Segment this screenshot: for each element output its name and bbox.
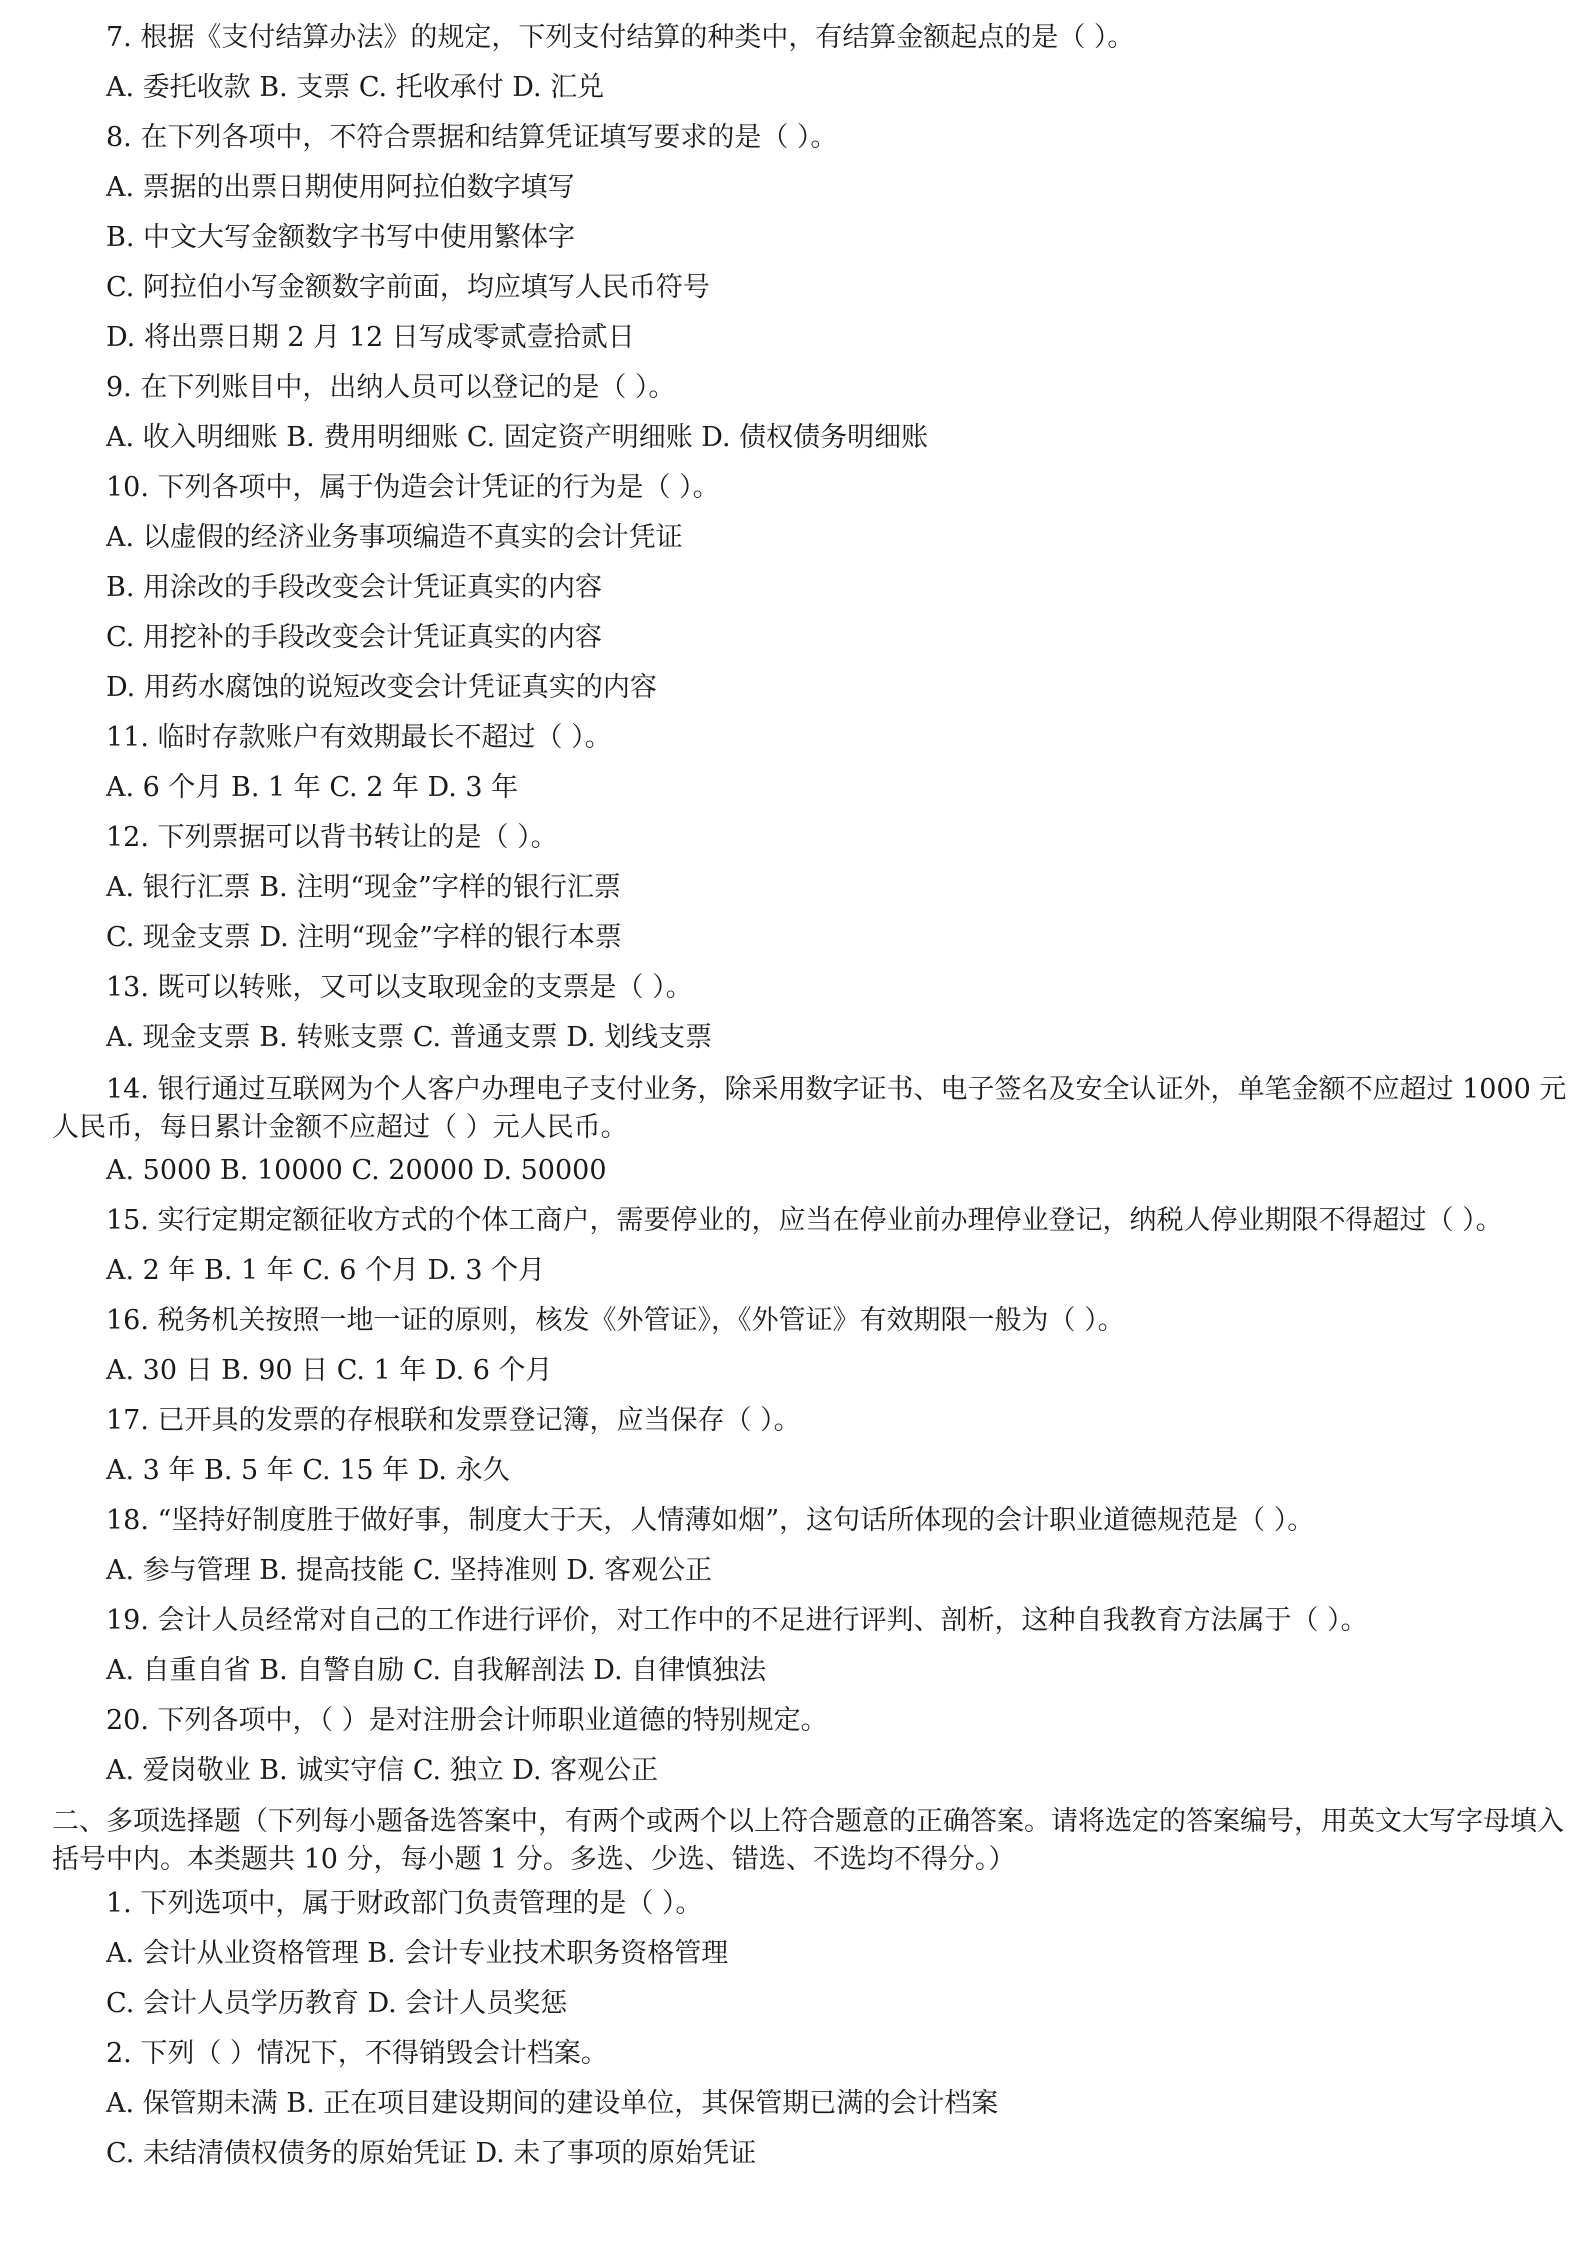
question-15-options: A. 2 年 B. 1 年 C. 6 个月 D. 3 个月 — [106, 1255, 546, 1286]
question-11-options: A. 6 个月 B. 1 年 C. 2 年 D. 3 年 — [106, 772, 519, 803]
question-20-options: A. 爱岗敬业 B. 诚实守信 C. 独立 D. 客观公正 — [106, 1755, 659, 1786]
question-12-options-cd: C. 现金支票 D. 注明“现金”字样的银行本票 — [106, 922, 622, 953]
question-7: 7. 根据《支付结算办法》的规定，下列支付结算的种类中，有结算金额起点的是（ ）。 — [106, 22, 1135, 53]
mc-question-1-options-ab: A. 会计从业资格管理 B. 会计专业技术职务资格管理 — [106, 1938, 729, 1969]
question-17: 17. 已开具的发票的存根联和发票登记簿，应当保存（ ）。 — [106, 1405, 801, 1436]
question-13: 13. 既可以转账，又可以支取现金的支票是（ ）。 — [106, 972, 693, 1003]
question-7-options: A. 委托收款 B. 支票 C. 托收承付 D. 汇兑 — [106, 72, 605, 103]
question-18: 18. “坚持好制度胜于做好事，制度大于天，人情薄如烟”，这句话所体现的会计职业道德规范是（ ）。 — [106, 1505, 1315, 1536]
question-19-options: A. 自重自省 B. 自警自励 C. 自我解剖法 D. 自律慎独法 — [106, 1655, 767, 1686]
question-9: 9. 在下列账目中，出纳人员可以登记的是（ ）。 — [106, 372, 676, 403]
question-18-options: A. 参与管理 B. 提高技能 C. 坚持准则 D. 客观公正 — [106, 1555, 713, 1586]
mc-question-2-options-ab: A. 保管期未满 B. 正在项目建设期间的建设单位，其保管期已满的会计档案 — [106, 2088, 999, 2119]
question-10-option-c: C. 用挖补的手段改变会计凭证真实的内容 — [106, 622, 602, 653]
question-17-options: A. 3 年 B. 5 年 C. 15 年 D. 永久 — [106, 1455, 510, 1486]
mc-question-1: 1. 下列选项中，属于财政部门负责管理的是（ ）。 — [106, 1888, 703, 1919]
question-20: 20. 下列各项中，（ ）是对注册会计师职业道德的特别规定。 — [106, 1705, 828, 1736]
question-19: 19. 会计人员经常对自己的工作进行评价，对工作中的不足进行评判、剖析，这种自我教育方法属于（ ）。 — [106, 1605, 1368, 1636]
question-12: 12. 下列票据可以背书转让的是（ ）。 — [106, 822, 558, 853]
question-14: 14. 银行通过互联网为个人客户办理电子支付业务，除采用数字证书、电子签名及安全认证外，单笔金额不应超过 1000 元人民币，每日累计金额不应超过（ ）元人民币。 — [52, 1074, 1567, 1143]
mc-question-1-options-cd: C. 会计人员学历教育 D. 会计人员奖惩 — [106, 1988, 568, 2019]
question-10-option-a: A. 以虚假的经济业务事项编造不真实的会计凭证 — [106, 522, 683, 553]
mc-question-2: 2. 下列（ ）情况下，不得销毁会计档案。 — [106, 2038, 608, 2069]
question-10: 10. 下列各项中，属于伪造会计凭证的行为是（ ）。 — [106, 472, 720, 503]
question-11: 11. 临时存款账户有效期最长不超过（ ）。 — [106, 722, 612, 753]
question-8-option-a: A. 票据的出票日期使用阿拉伯数字填写 — [106, 172, 575, 203]
section-heading-multiple-choice: 二、多项选择题（下列每小题备选答案中，有两个或两个以上符合题意的正确答案。请将选定的答案编号，用英文大写字母填入括号中内。本类题共 10 分，每小题 1 分。多选、少选、错选、不选均不得分。） — [52, 1806, 1564, 1875]
question-8-option-b: B. 中文大写金额数字书写中使用繁体字 — [106, 222, 576, 253]
question-15: 15. 实行定期定额征收方式的个体工商户，需要停业的，应当在停业前办理停业登记，纳税人停业期限不得超过（ ）。 — [106, 1205, 1503, 1236]
question-14-options: A. 5000 B. 10000 C. 20000 D. 50000 — [106, 1155, 607, 1186]
question-16-options: A. 30 日 B. 90 日 C. 1 年 D. 6 个月 — [106, 1355, 553, 1386]
question-10-option-d: D. 用药水腐蚀的说短改变会计凭证真实的内容 — [106, 672, 657, 703]
question-13-options: A. 现金支票 B. 转账支票 C. 普通支票 D. 划线支票 — [106, 1022, 713, 1053]
question-8-option-c: C. 阿拉伯小写金额数字前面，均应填写人民币符号 — [106, 272, 710, 303]
question-8: 8. 在下列各项中，不符合票据和结算凭证填写要求的是（ ）。 — [106, 122, 838, 153]
question-12-options-ab: A. 银行汇票 B. 注明“现金”字样的银行汇票 — [106, 872, 621, 903]
question-9-options: A. 收入明细账 B. 费用明细账 C. 固定资产明细账 D. 债权债务明细账 — [106, 422, 929, 453]
question-10-option-b: B. 用涂改的手段改变会计凭证真实的内容 — [106, 572, 603, 603]
question-8-option-d: D. 将出票日期 2 月 12 日写成零贰壹拾贰日 — [106, 322, 635, 353]
question-16: 16. 税务机关按照一地一证的原则，核发《外管证》，《外管证》有效期限一般为（ ）。 — [106, 1305, 1125, 1336]
mc-question-2-options-cd: C. 未结清债权债务的原始凭证 D. 未了事项的原始凭证 — [106, 2138, 757, 2169]
